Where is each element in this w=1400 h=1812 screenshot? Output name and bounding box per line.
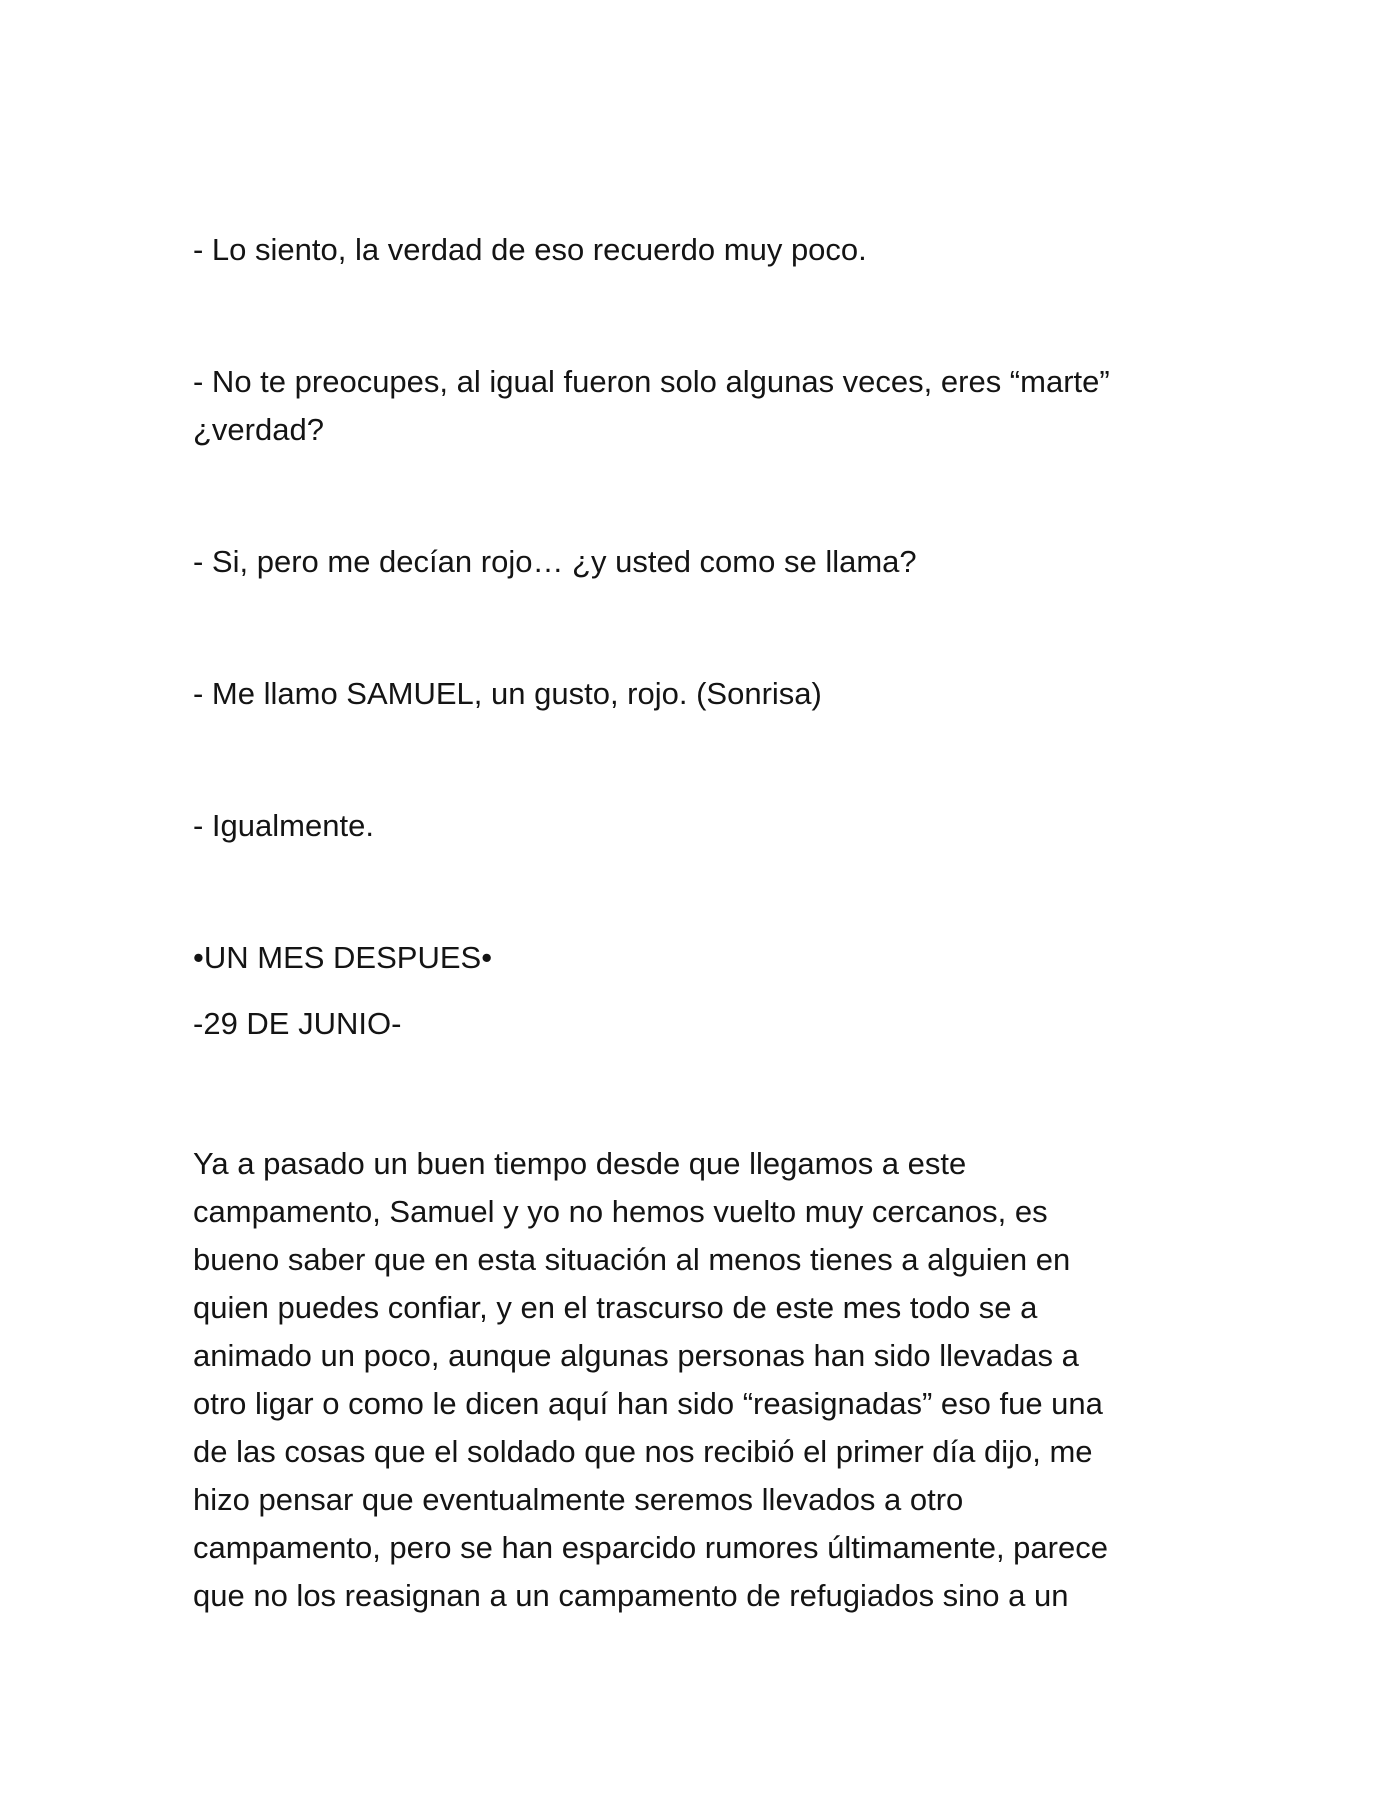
- dialogue-line-1: - Lo siento, la verdad de eso recuerdo muy poco.: [193, 232, 867, 267]
- dialogue-line-2-continued: ¿verdad?: [193, 412, 324, 447]
- paragraph-line: que no los reasignan a un campamento de refugiados sino a un: [193, 1578, 1069, 1613]
- dialogue-line-5: - Igualmente.: [193, 808, 374, 843]
- paragraph-line: otro ligar o como le dicen aquí han sido “reasignadas” eso fue una: [193, 1386, 1103, 1421]
- paragraph-line: de las cosas que el soldado que nos recibió el primer día dijo, me: [193, 1434, 1093, 1469]
- paragraph-line: hizo pensar que eventualmente seremos llevados a otro: [193, 1482, 964, 1517]
- dialogue-line-4: - Me llamo SAMUEL, un gusto, rojo. (Sonrisa): [193, 676, 822, 711]
- section-heading: •UN MES DESPUES•: [193, 940, 493, 975]
- date-heading: -29 DE JUNIO-: [193, 1006, 402, 1041]
- paragraph-line: bueno saber que en esta situación al menos tienes a alguien en: [193, 1242, 1071, 1277]
- narrative-paragraph: [193, 1140, 1203, 1620]
- paragraph-line: animado un poco, aunque algunas personas han sido llevadas a: [193, 1338, 1079, 1373]
- paragraph-line: campamento, Samuel y yo no hemos vuelto muy cercanos, es: [193, 1194, 1048, 1229]
- dialogue-line-2: - No te preocupes, al igual fueron solo algunas veces, eres “marte”: [193, 364, 1110, 399]
- paragraph-line: campamento, pero se han esparcido rumores últimamente, parece: [193, 1530, 1108, 1565]
- dialogue-line-3: - Si, pero me decían rojo… ¿y usted como se llama?: [193, 544, 917, 579]
- paragraph-line: quien puedes confiar, y en el trascurso de este mes todo se a: [193, 1290, 1038, 1325]
- paragraph-line: Ya a pasado un buen tiempo desde que llegamos a este: [193, 1146, 967, 1181]
